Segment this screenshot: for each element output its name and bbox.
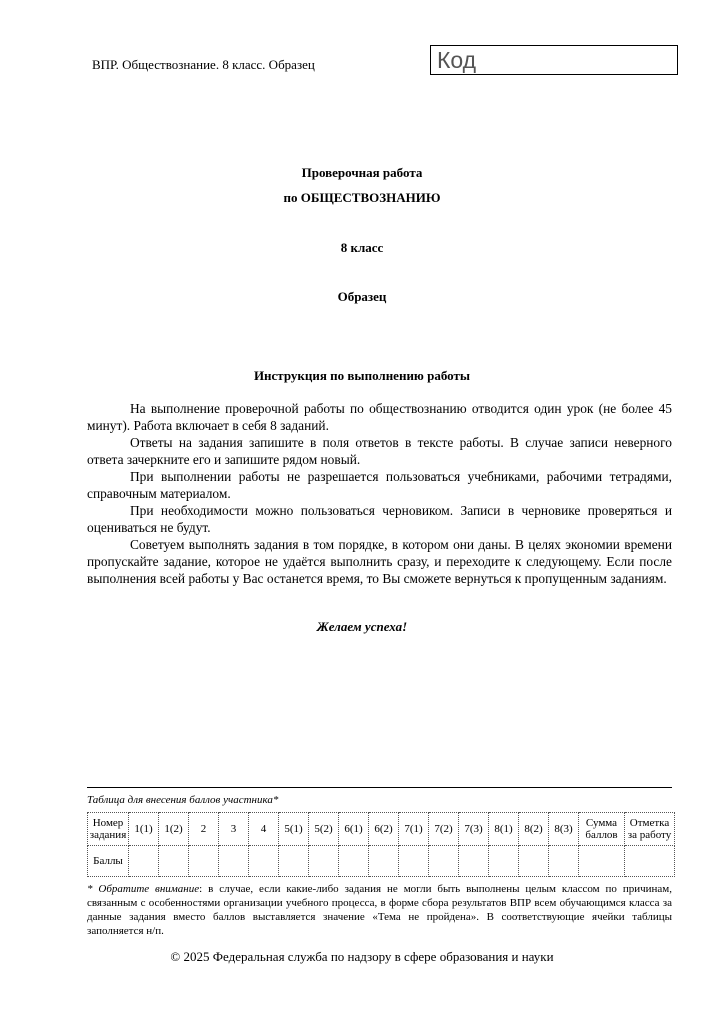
instruction-paragraph: При выполнении работы не разрешается пользоваться учебниками, рабочими тетрадями, справочным материалом. xyxy=(87,469,672,501)
task-cell: 7(2) xyxy=(429,813,459,846)
score-cell[interactable] xyxy=(219,846,249,877)
sum-header: Сумма баллов xyxy=(579,813,625,846)
score-cell[interactable] xyxy=(249,846,279,877)
title-line-1: Проверочная работа xyxy=(301,165,423,180)
grade-label: 8 класс xyxy=(340,240,384,255)
wish-text: Желаем успеха! xyxy=(316,619,408,634)
task-cell: 5(1) xyxy=(279,813,309,846)
instruction-paragraph: На выполнение проверочной работы по обществознанию отводится один урок (не более 45 минут). Работа включает в себя 8 заданий. xyxy=(87,401,672,433)
document-header: ВПР. Обществознание. 8 класс. Образец xyxy=(92,57,315,72)
task-cell: 7(1) xyxy=(399,813,429,846)
points-header: Баллы xyxy=(88,846,129,877)
score-cell[interactable] xyxy=(339,846,369,877)
task-cell: 1(2) xyxy=(159,813,189,846)
mark-header: Отметка за работу xyxy=(625,813,675,846)
score-cell[interactable] xyxy=(129,846,159,877)
score-cell[interactable] xyxy=(189,846,219,877)
copyright-footer: © 2025 Федеральная служба по надзору в сфере образования и науки xyxy=(170,949,554,964)
note-prefix: * Обратите внимание xyxy=(87,883,200,895)
table-caption: Таблица для внесения баллов участника* xyxy=(87,794,279,806)
title-line-2: по ОБЩЕСТВОЗНАНИЮ xyxy=(283,190,441,205)
instructions-heading: Инструкция по выполнению работы xyxy=(253,368,471,383)
variant-label: Образец xyxy=(337,289,387,304)
score-cell[interactable] xyxy=(279,846,309,877)
task-cell: 8(1) xyxy=(489,813,519,846)
instruction-paragraph: Советуем выполнять задания в том порядке, в котором они даны. В целях экономии времени пропускайте задание, которое не удаётся выполнить сразу, и переходите к следующему. Если после выполнения всей работы у Вас останется время, то Вы сможете вернуться к пропущенным заданиям. xyxy=(87,537,672,586)
score-cell[interactable] xyxy=(309,846,339,877)
task-number-header: Номер задания xyxy=(88,813,129,846)
note-text: : в случае, если какие-либо задания не могли быть выполнены целым классом по причинам, связанным с особенностями организации учебного процесса, в форме сбора результатов ВПР всем обучающимся класса за данные задания вместо баллов выставляется значение «Тема не пройдена». В соответствующие ячейки таблицы заполняется н/п. xyxy=(87,883,672,937)
score-cell[interactable] xyxy=(519,846,549,877)
instruction-paragraph: Ответы на задания запишите в поля ответов в тексте работы. В случае записи неверного ответа зачеркните его и запишите рядом новый. xyxy=(87,435,672,467)
divider xyxy=(87,787,672,788)
score-cell[interactable] xyxy=(159,846,189,877)
score-cell[interactable] xyxy=(459,846,489,877)
code-field[interactable]: Код xyxy=(430,45,678,75)
score-table xyxy=(87,812,675,877)
score-cell[interactable] xyxy=(369,846,399,877)
instructions-body xyxy=(87,400,672,587)
score-cell[interactable] xyxy=(489,846,519,877)
task-cell: 7(3) xyxy=(459,813,489,846)
task-cell: 4 xyxy=(249,813,279,846)
attention-note xyxy=(87,882,672,938)
score-cell[interactable] xyxy=(429,846,459,877)
task-cell: 1(1) xyxy=(129,813,159,846)
task-cell: 8(2) xyxy=(519,813,549,846)
score-cell[interactable] xyxy=(549,846,579,877)
task-cell: 8(3) xyxy=(549,813,579,846)
table-row xyxy=(88,813,675,846)
task-cell: 3 xyxy=(219,813,249,846)
instruction-paragraph: При необходимости можно пользоваться черновиком. Записи в черновике проверяться и оцениваться не будут. xyxy=(87,503,672,535)
task-cell: 6(1) xyxy=(339,813,369,846)
task-cell: 6(2) xyxy=(369,813,399,846)
sum-cell[interactable] xyxy=(579,846,625,877)
table-row xyxy=(88,846,675,877)
task-cell: 2 xyxy=(189,813,219,846)
mark-cell[interactable] xyxy=(625,846,675,877)
score-cell[interactable] xyxy=(399,846,429,877)
task-cell: 5(2) xyxy=(309,813,339,846)
